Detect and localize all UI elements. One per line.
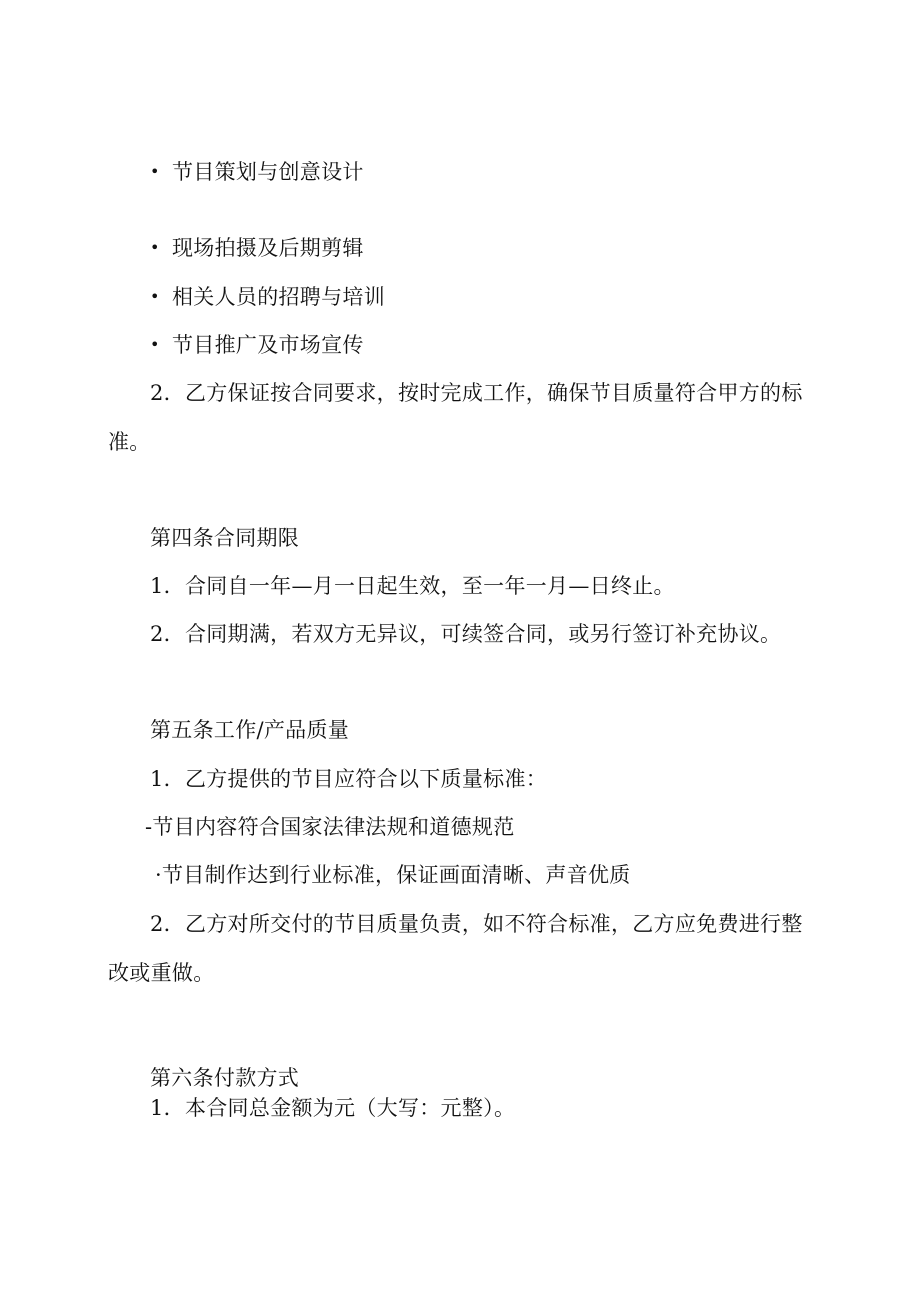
article4-title: 第四条合同期限 (150, 526, 300, 550)
article5-item1: 1．乙方提供的节目应符合以下质量标准： (150, 767, 548, 791)
article6-item1: 1．本合同总金额为元（大写：元整）。 (150, 1096, 516, 1120)
article4-item2: 2．合同期满，若双方无异议，可续签合同，或另行签订补充协议。 (150, 622, 782, 646)
bullet-item-planning: 节目策划与创意设计 (172, 160, 364, 184)
article5-sub2: ·节目制作达到行业标准，保证画面清晰、声音优质 (155, 863, 631, 887)
bullet-marker: • (150, 287, 160, 306)
bullet-item-promotion: 节目推广及市场宣传 (172, 333, 364, 357)
article5-item2-line2: 改或重做。 (108, 961, 215, 985)
bullet-item-recruiting: 相关人员的招聘与培训 (172, 285, 385, 309)
article5-title: 第五条工作/产品质量 (150, 718, 350, 742)
clause3-item2-line1: 2．乙方保证按合同要求，按时完成工作，确保节目质量符合甲方的标 (150, 381, 803, 405)
clause3-item2-line2: 准。 (108, 430, 151, 454)
article5-item2-line1: 2．乙方对所交付的节目质量负责，如不符合标准，乙方应免费进行整 (150, 912, 803, 936)
article6-title: 第六条付款方式 (150, 1066, 300, 1090)
bullet-marker: • (150, 162, 160, 181)
article5-sub1: -节目内容符合国家法律法规和道德规范 (145, 815, 515, 839)
bullet-marker: • (150, 238, 160, 257)
bullet-item-shooting: 现场拍摄及后期剪辑 (172, 236, 364, 260)
article4-item1: 1．合同自一年—月一日起生效，至一年一月—日终止。 (150, 574, 675, 598)
bullet-marker: • (150, 335, 160, 354)
